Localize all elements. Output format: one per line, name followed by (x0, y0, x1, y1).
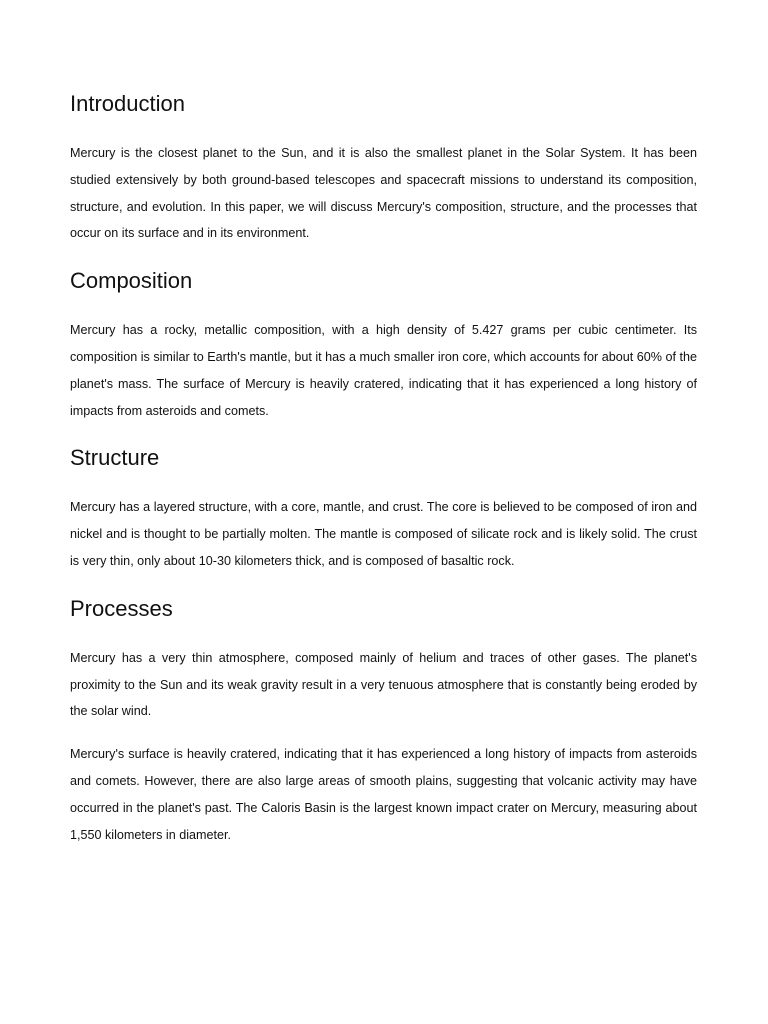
section-processes (70, 593, 697, 849)
paragraph-processes-surface: Mercury's surface is heavily cratered, indicating that it has experienced a long history of impacts from asteroids and comets. However, there are also large areas of smooth plains, suggesting that volcanic activity may have occurred in the planet's past. The Caloris Basin is the largest known impact crater on Mercury, measuring about 1,550 kilometers in diameter. (70, 747, 697, 842)
section-composition (70, 265, 697, 424)
section-heading-structure: Structure (70, 445, 160, 471)
paragraph-processes-atmosphere: Mercury has a very thin atmosphere, composed mainly of helium and traces of other gases. The planet's proximity to the Sun and its weak gravity result in a very tenuous atmosphere that is constantly being eroded by the solar wind. (70, 650, 697, 719)
section-heading-composition: Composition (70, 268, 193, 294)
section-introduction (70, 88, 697, 247)
paragraph-structure: Mercury has a layered structure, with a core, mantle, and crust. The core is believed to be composed of iron and nickel and is thought to be partially molten. The mantle is composed of silicate rock and is likely solid. The crust is very thin, only about 10-30 kilometers thick, and is composed of basaltic rock. (70, 500, 697, 568)
section-heading-introduction: Introduction (70, 91, 185, 116)
document-page (70, 88, 697, 864)
section-structure (70, 442, 697, 574)
paragraph-introduction: Mercury is the closest planet to the Sun, and it is also the smallest planet in the Solar System. It has been studied extensively by both ground-based telescopes and spacecraft missions to understand its composition, structure, and evolution. In this paper, we will discuss Mercury's composition, structure, and the processes that occur on its surface and in its environment. (70, 146, 697, 241)
paragraph-composition: Mercury has a rocky, metallic composition, with a high density of 5.427 grams per cubic centimeter. Its composition is similar to Earth's mantle, but it has a much smaller iron core, which accounts for about 60% of the planet's mass. The surface of Mercury is heavily cratered, indicating that it has experienced a long history of impacts from asteroids and comets. (70, 323, 697, 418)
section-heading-processes: Processes (70, 595, 173, 621)
